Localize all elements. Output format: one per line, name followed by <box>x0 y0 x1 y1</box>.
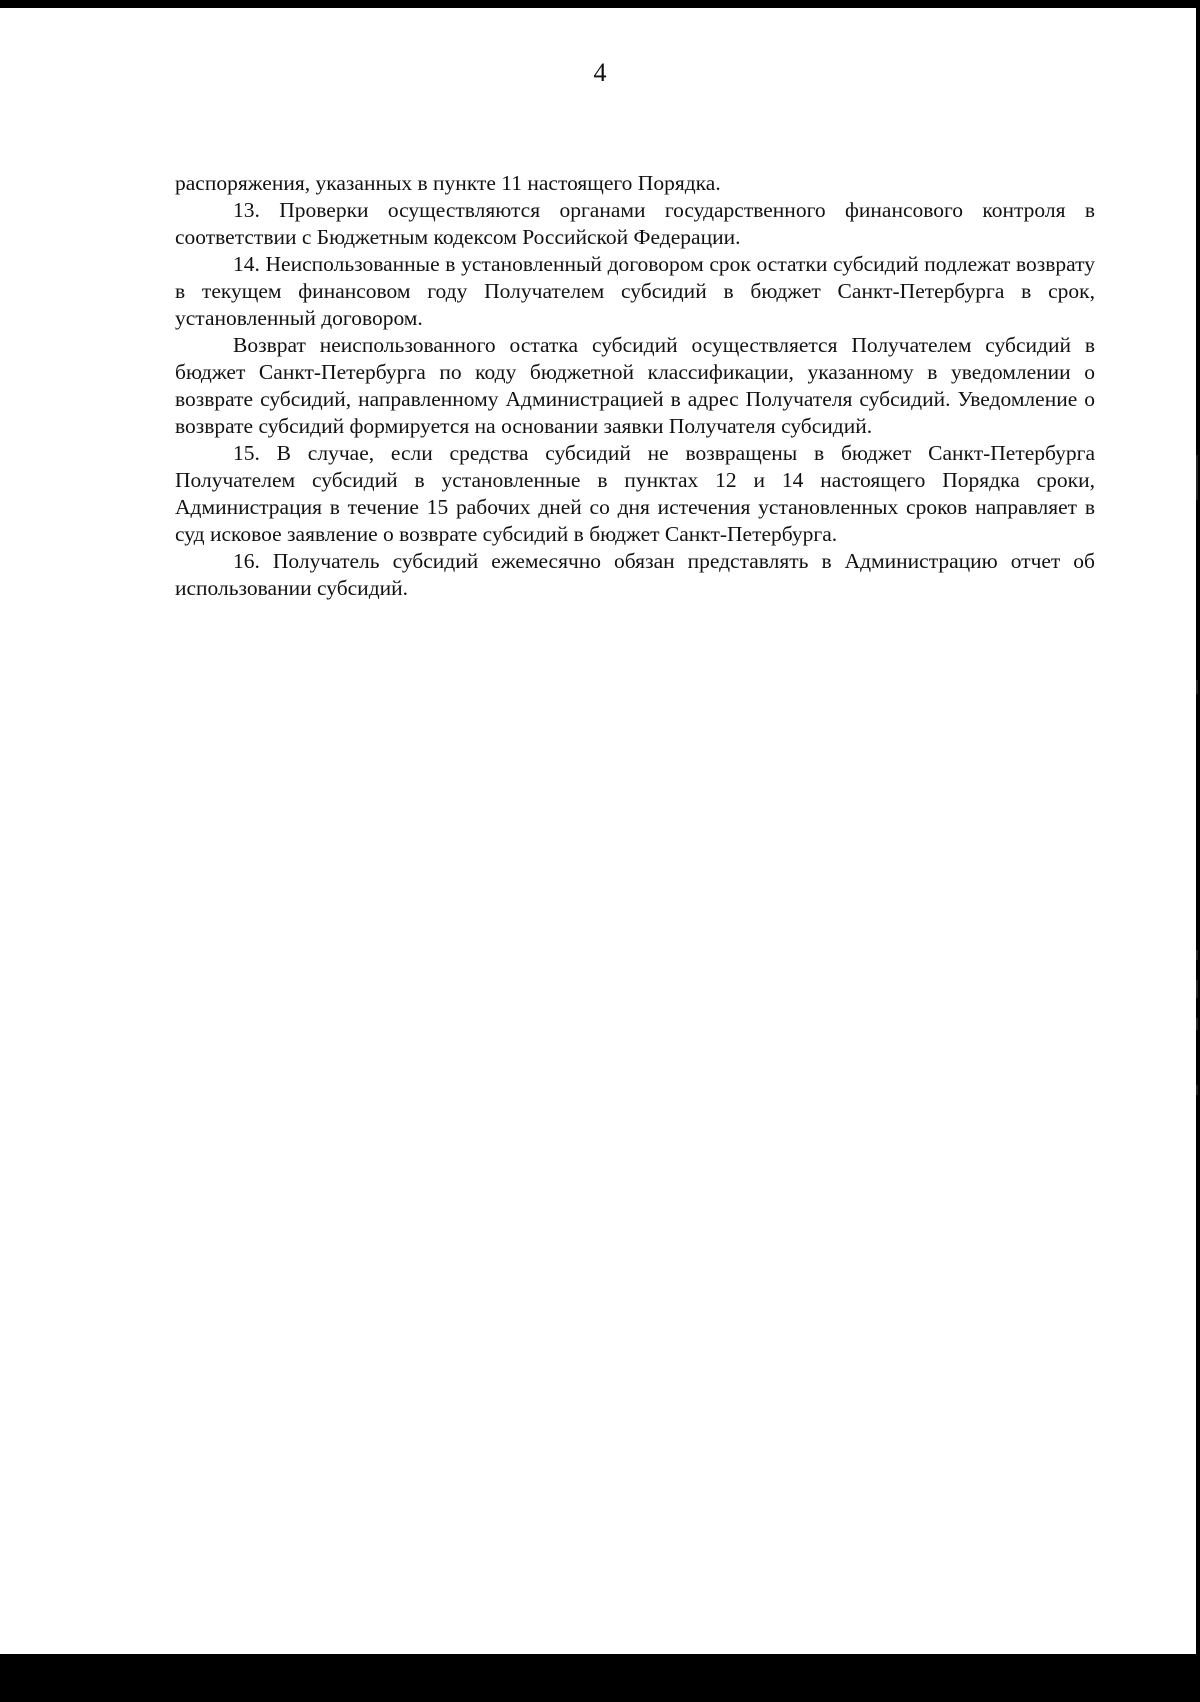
scan-mark <box>1196 950 1198 960</box>
scan-border-bottom <box>0 1654 1200 1702</box>
paragraph-item-16: 16. Получатель субсидий ежемесячно обязан представлять в Администрацию отчет об использовании субсидий. <box>175 549 1095 600</box>
scan-border-top <box>0 0 1200 8</box>
scan-mark <box>1196 980 1198 998</box>
document-body <box>175 170 1095 602</box>
scan-mark <box>1196 1085 1198 1095</box>
page-number: 4 <box>593 58 607 87</box>
scan-mark <box>1196 680 1198 694</box>
paragraph-item-15: 15. В случае, если средства субсидий не возвращены в бюджет Санкт-Петербурга Получателем субсидий в установленные в пунктах 12 и 14 настоящего Порядка сроки, Администрация в течение 15 рабочих дней со дня истечения установленных сроков направляет в суд исковое заявление о возврате субсидий в бюджет Санкт-Петербурга. <box>175 441 1095 546</box>
paragraph-item-13: 13. Проверки осуществляются органами государственного финансового контроля в соответствии с Бюджетным кодексом Российской Федерации. <box>175 198 1095 249</box>
scan-border-right <box>1196 0 1200 1702</box>
paragraph-item-14-return: Возврат неиспользованного остатка субсидий осуществляется Получателем субсидий в бюджет Санкт-Петербурга по коду бюджетной классификации, указанному в уведомлении о возврате субсидий, направленному Администрацией в адрес Получателя субсидий. Уведомление о возврате субсидий формируется на основании заявки Получателя субсидий. <box>175 333 1095 438</box>
scan-mark <box>1196 455 1198 500</box>
scan-mark <box>1196 1018 1198 1030</box>
paragraph-item-14: 14. Неиспользованные в установленный договором срок остатки субсидий подлежат возврату в текущем финансовом году Получателем субсидий в бюджет Санкт-Петербурга в срок, установленный договором. <box>175 252 1095 330</box>
paragraph-continuation: распоряжения, указанных в пункте 11 настоящего Порядка. <box>175 171 721 195</box>
